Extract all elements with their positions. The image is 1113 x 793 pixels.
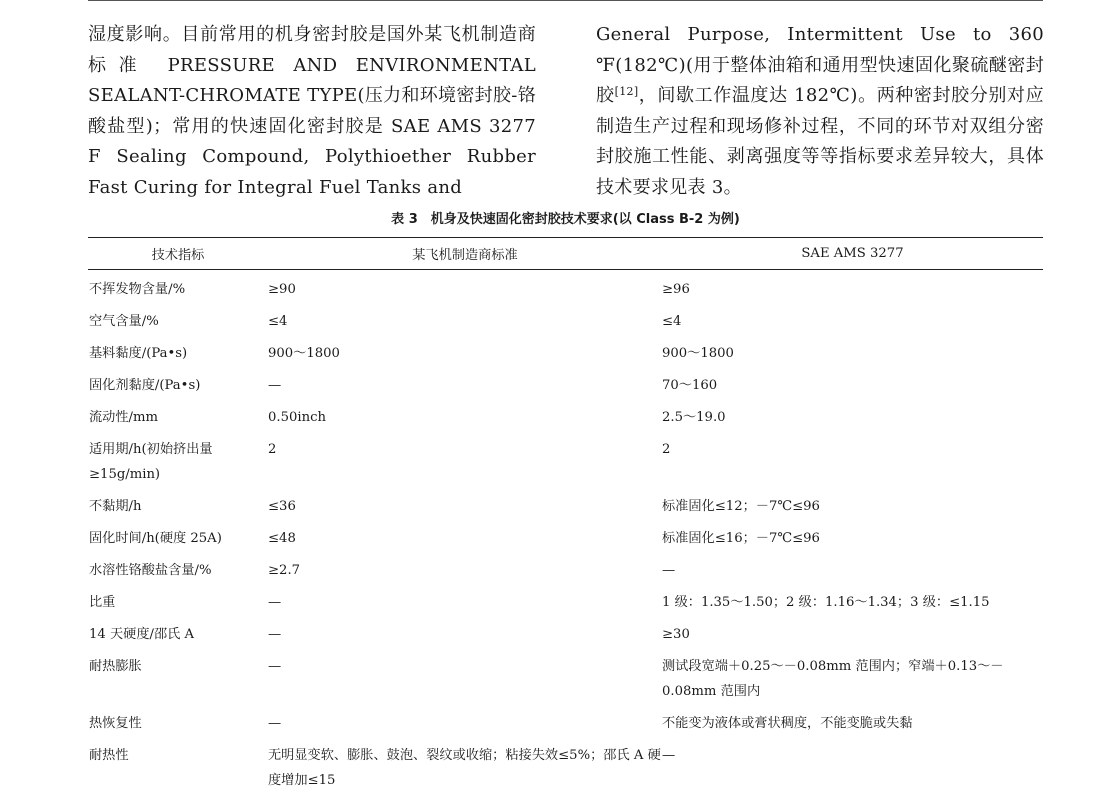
table-cell: 无明显变软、膨胀、鼓泡、裂纹或收缩；粘接失效≤5%；邵氏 A 硬度增加≤15 xyxy=(268,748,661,788)
table-caption: 表 3 机身及快速固化密封胶技术要求(以 Class B-2 为例) xyxy=(391,212,740,227)
right-text-part-2: ，间歇工作温度达 182℃)。两种密封胶分别对应制造生产过程和现场修补过程，不同的环节对双组分密封胶施工性能、剥离强度等等指标要求差异较大，具体技术要求见表 3。 xyxy=(596,85,1044,198)
table-cell: 基料黏度/(Pa•s) xyxy=(89,346,188,361)
table-cell: ≥2.7 xyxy=(268,563,301,578)
table-cell: 固化剂黏度/(Pa•s) xyxy=(89,378,201,393)
table-cell: 1 级：1.35～1.50；2 级：1.16～1.34；3 级：≤1.15 xyxy=(662,595,990,610)
table-row xyxy=(88,551,1043,583)
left-paragraph: 湿度影响。目前常用的机身密封胶是国外某飞机制造商标准 PRESSURE AND ENVIRONMENTAL SEALANT-CHROMATE TYPE(压力和环境密封胶-铬酸盐型)；常用的快速固化密封胶是 SAE AMS 3277 F Sealing Compound, Polythioether Rubber Fast Curing for Integral Fuel Tanks and xyxy=(88,24,536,198)
table-row xyxy=(88,334,1043,366)
table-cell: — xyxy=(662,563,676,578)
table-cell: ≥90 xyxy=(268,282,296,297)
table-cell: ≤4 xyxy=(268,314,288,329)
table-cell: 不能变为液体或膏状稠度，不能变脆或失黏 xyxy=(662,716,913,731)
table-cell: — xyxy=(268,627,282,642)
table-cell: 流动性/mm xyxy=(89,410,159,425)
table-cell: 70～160 xyxy=(662,378,718,393)
table-cell: 0.50inch xyxy=(268,410,326,425)
table-cell: 标准固化≤16；－7℃≤96 xyxy=(662,531,820,546)
table-cell: 耐热性 xyxy=(89,748,129,763)
table-cell: 900～1800 xyxy=(268,346,340,361)
top-rule xyxy=(88,0,1043,1)
table-cell: 比重 xyxy=(89,595,116,610)
table-cell: — xyxy=(268,378,282,393)
spec-table xyxy=(88,237,1043,793)
table-cell: ≤4 xyxy=(662,314,682,329)
table-cell: ≤48 xyxy=(268,531,296,546)
table-cell: — xyxy=(268,595,282,610)
table-cell: 不黏期/h xyxy=(89,499,142,514)
right-paragraph xyxy=(596,20,1044,203)
table-header-row xyxy=(88,238,1043,270)
table-cell: ≥30 xyxy=(662,627,690,642)
table-row xyxy=(88,583,1043,615)
right-text-part-1: General Purpose, Intermittent Use to 360 ℉(182℃)(用于整体油箱和通用型快速固化聚硫醚密封胶 xyxy=(596,24,1044,106)
table-cell: 测试段宽端＋0.25～－0.08mm 范围内；窄端＋0.13～－0.08mm 范围内 xyxy=(662,659,1004,699)
table-cell: 14 天硬度/邵氏 A xyxy=(89,627,195,642)
table-row xyxy=(88,302,1043,334)
table-row xyxy=(88,615,1043,647)
table-row xyxy=(88,736,1043,793)
table-cell: 固化时间/h(硬度 25A) xyxy=(89,531,222,546)
header-cell: 某飞机制造商标准 xyxy=(268,238,662,270)
table-cell: 标准固化≤12；－7℃≤96 xyxy=(662,499,820,514)
header-cell: 技术指标 xyxy=(88,238,268,270)
table-row xyxy=(88,270,1043,303)
table-cell: ≥96 xyxy=(662,282,690,297)
table-cell: 水溶性铬酸盐含量/% xyxy=(89,563,212,578)
table-row xyxy=(88,366,1043,398)
table-cell: 2 xyxy=(662,442,671,457)
table-row xyxy=(88,704,1043,736)
table-cell: — xyxy=(268,659,282,674)
table-cell: ≤36 xyxy=(268,499,296,514)
table-cell: 2.5～19.0 xyxy=(662,410,726,425)
table-row xyxy=(88,398,1043,430)
right-text-column xyxy=(596,20,1044,203)
table-cell: 2 xyxy=(268,442,277,457)
header-cell: SAE AMS 3277 xyxy=(662,238,1043,270)
table-cell: — xyxy=(662,748,676,763)
table-cell: — xyxy=(268,716,282,731)
table-row xyxy=(88,519,1043,551)
table-cell: 不挥发物含量/% xyxy=(89,282,186,297)
left-text-column xyxy=(88,20,536,203)
table-cell: 空气含量/% xyxy=(89,314,159,329)
table-cell: 耐热膨胀 xyxy=(89,659,142,674)
table-cell: 900～1800 xyxy=(662,346,734,361)
table-row xyxy=(88,647,1043,704)
table-cell: 热恢复性 xyxy=(89,716,142,731)
table-cell: 适用期/h(初始挤出量≥15g/min) xyxy=(89,442,213,482)
reference-citation: [12] xyxy=(614,85,639,98)
table-row xyxy=(88,430,1043,487)
table-row xyxy=(88,487,1043,519)
